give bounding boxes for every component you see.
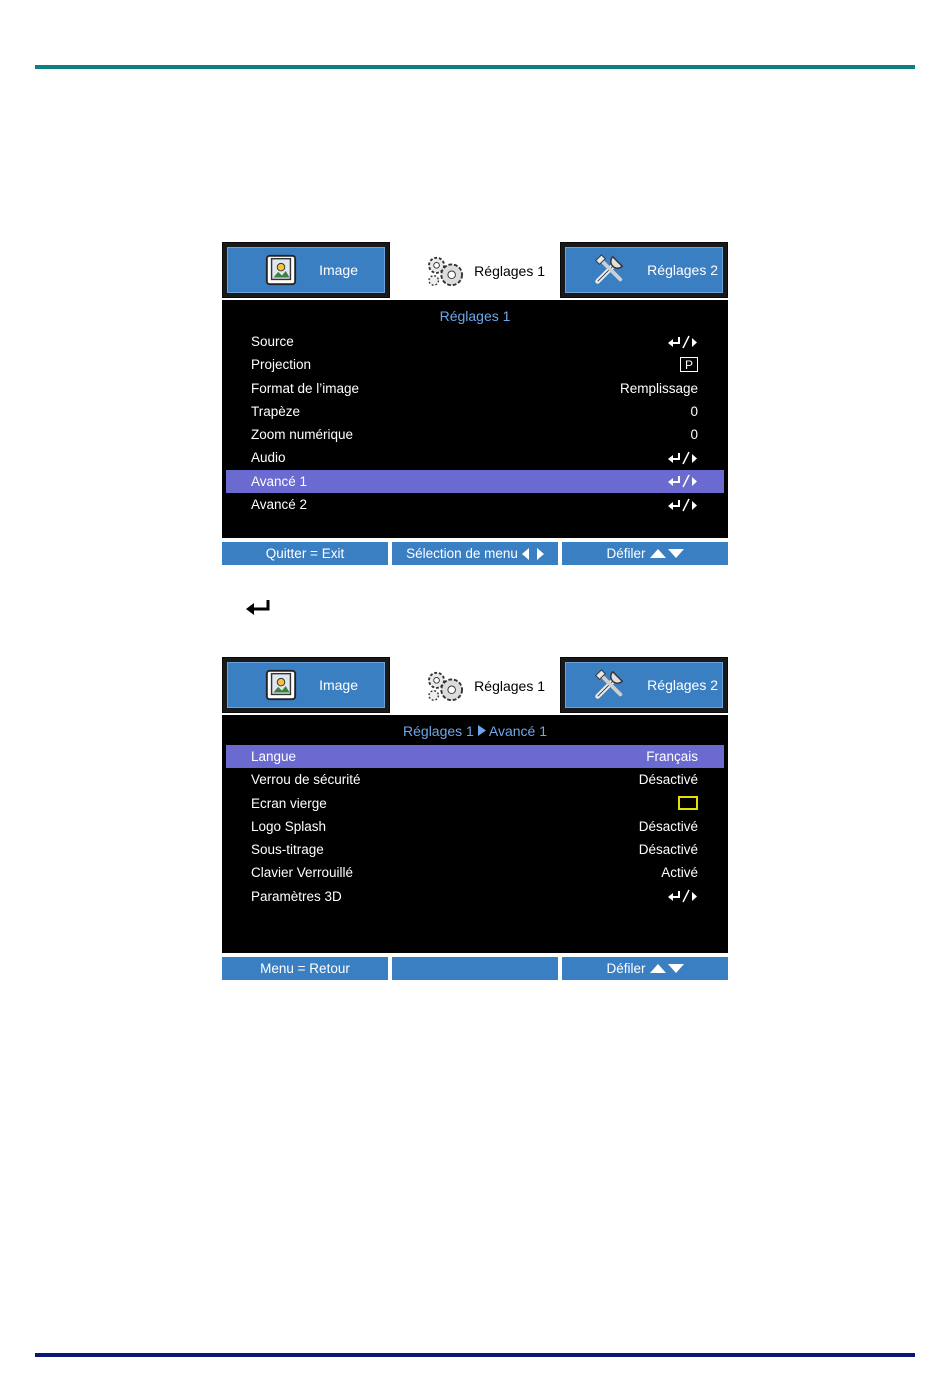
row-value: Français (646, 749, 698, 764)
enter-right-icon (668, 885, 698, 908)
osd-tab-bar (222, 242, 728, 300)
row-value: Désactivé (638, 772, 698, 788)
gears-icon (425, 254, 467, 288)
exit-hint (222, 542, 388, 565)
breadcrumb-child: Avancé 1 (488, 723, 547, 739)
osd-panel (222, 300, 728, 538)
row-value: Remplissage (619, 380, 698, 396)
row-label: Langue (251, 749, 297, 764)
row-label: Paramètres 3D (251, 888, 342, 904)
enter-right-icon (668, 470, 698, 493)
tab-settings-1-label: Réglages 1 (474, 678, 545, 694)
menu-row-closed-caption[interactable] (226, 838, 724, 861)
projection-front-icon: P (680, 357, 698, 372)
osd-footer (222, 542, 728, 565)
up-down-arrows-icon (650, 549, 684, 559)
menu-row-keystone[interactable] (226, 400, 724, 423)
image-icon (264, 668, 298, 702)
tab-settings-1[interactable] (392, 657, 558, 715)
gears-icon (425, 669, 467, 703)
menu-row-advanced-1[interactable] (226, 470, 724, 493)
enter-right-icon (668, 493, 698, 516)
tab-settings-2[interactable] (560, 657, 728, 713)
blank-screen-color-swatch (678, 796, 698, 810)
empty-hint (392, 957, 558, 980)
row-label: Trapèze (251, 403, 301, 419)
menu-row-audio[interactable] (226, 446, 724, 469)
menu-select-label: Sélection de menu (406, 546, 518, 561)
menu-row-blank-screen[interactable] (226, 792, 724, 815)
menu-select-hint (392, 542, 558, 565)
row-label: Source (251, 334, 294, 349)
row-label: Avancé 1 (251, 473, 308, 489)
panel-title: Réglages 1 (439, 308, 511, 324)
row-value: 0 (690, 403, 698, 419)
chevron-right-icon (478, 725, 486, 736)
row-value: 0 (690, 427, 698, 443)
tab-settings-1-label: Réglages 1 (474, 263, 545, 279)
breadcrumb-root: Réglages 1 (403, 723, 474, 739)
menu-row-logo-splash[interactable] (226, 815, 724, 838)
menu-row-security-lock[interactable] (226, 768, 724, 791)
scroll-hint (562, 957, 728, 980)
menu-row-digital-zoom[interactable] (226, 423, 724, 446)
row-label: Logo Splash (251, 818, 327, 834)
tools-icon (592, 668, 626, 702)
row-label: Ecran vierge (251, 795, 327, 811)
row-label: Avancé 2 (251, 497, 308, 513)
menu-row-keypad-lock[interactable] (226, 861, 724, 884)
scroll-hint-label: Défiler (606, 546, 646, 561)
menu-row-advanced-2[interactable] (226, 493, 724, 516)
tab-image-label: Image (319, 677, 358, 693)
back-hint (222, 957, 388, 980)
osd-tab-bar (222, 657, 728, 715)
tab-image[interactable] (222, 657, 390, 713)
row-label: Projection (251, 357, 312, 373)
tab-settings-2[interactable] (560, 242, 728, 298)
osd-footer (222, 957, 728, 980)
up-down-arrows-icon (650, 964, 684, 974)
tools-icon (592, 253, 626, 287)
header-rule (35, 65, 915, 69)
exit-hint-label: Quitter = Exit (265, 546, 345, 561)
enter-right-icon (668, 446, 698, 469)
tab-image[interactable] (222, 242, 390, 298)
row-label: Verrou de sécurité (251, 772, 361, 788)
row-value: Désactivé (638, 842, 698, 858)
menu-row-language[interactable] (226, 745, 724, 768)
tab-settings-2-label: Réglages 2 (647, 677, 718, 693)
osd-menu-settings (222, 242, 728, 565)
enter-key-icon (246, 598, 272, 616)
row-label: Sous-titrage (251, 842, 324, 858)
left-right-arrows-icon (522, 548, 544, 560)
row-label: Clavier Verrouillé (251, 865, 354, 881)
row-value: Désactivé (638, 818, 698, 834)
image-icon (264, 253, 298, 287)
back-hint-label: Menu = Retour (260, 961, 350, 976)
scroll-hint (562, 542, 728, 565)
row-label: Zoom numérique (251, 427, 354, 443)
menu-row-source[interactable] (226, 330, 724, 353)
tab-settings-1[interactable] (392, 242, 558, 300)
row-label: Audio (251, 450, 286, 466)
tab-image-label: Image (319, 262, 358, 278)
osd-menu-advanced-1 (222, 657, 728, 980)
menu-row-aspect-ratio[interactable] (226, 377, 724, 400)
row-label: Format de l’image (251, 380, 360, 396)
menu-row-projection[interactable] (226, 353, 724, 376)
menu-row-3d-settings[interactable] (226, 885, 724, 908)
enter-right-icon (668, 330, 698, 353)
footer-rule (35, 1353, 915, 1357)
scroll-hint-label: Défiler (606, 961, 646, 976)
row-value: Activé (661, 865, 698, 881)
osd-panel (222, 715, 728, 953)
tab-settings-2-label: Réglages 2 (647, 262, 718, 278)
breadcrumb (222, 715, 728, 745)
